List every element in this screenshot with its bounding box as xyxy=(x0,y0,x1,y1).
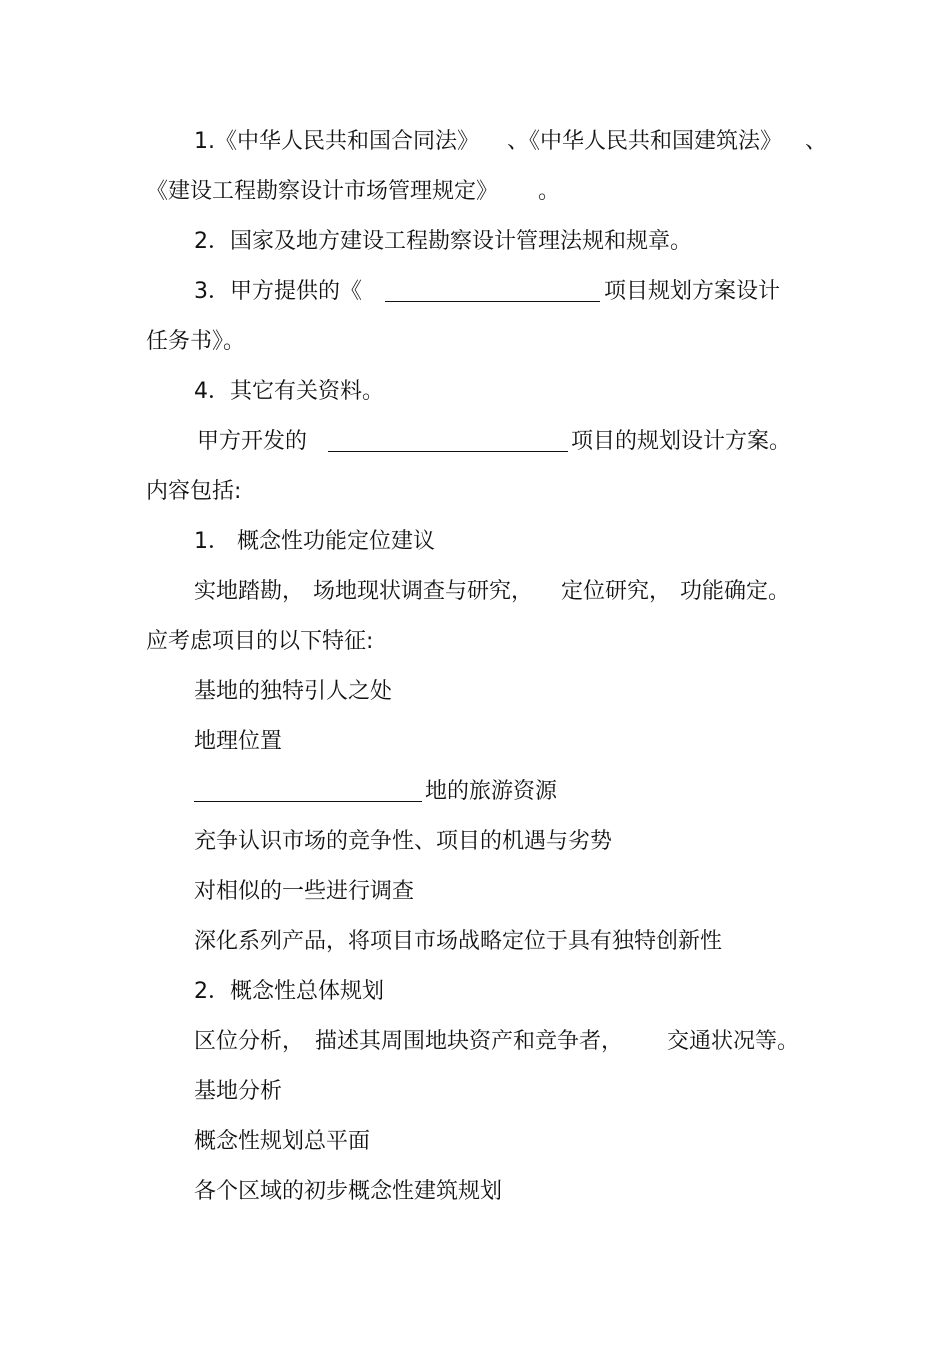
basis-item-3-text-b: 项目规划方案设计 xyxy=(604,279,781,304)
section-1-p1-e: 应考虑项目的以下特征: xyxy=(146,629,374,654)
feature-item xyxy=(194,827,612,857)
scope-blank-line xyxy=(328,427,568,457)
basis-item-1-continued xyxy=(146,177,498,207)
basis-item-3-continued xyxy=(146,327,245,357)
scope-line xyxy=(197,427,307,457)
basis-item-1-end xyxy=(538,177,560,207)
section-2-item xyxy=(194,1077,282,1107)
section-1-paragraph-e xyxy=(146,627,373,657)
section-2-paragraph-b xyxy=(315,1027,623,1057)
scope-text-c: 内容包括: xyxy=(146,479,242,504)
basis-item-1-text-b: 、《中华人民共和国建筑法》 xyxy=(507,129,783,154)
section-1-p1-d: 功能确定。 xyxy=(680,579,791,604)
basis-item-2 xyxy=(194,227,692,257)
section-2-p1-c: 交通状况等。 xyxy=(667,1029,800,1054)
section-2-item-text: 各个区域的初步概念性建筑规划 xyxy=(194,1179,503,1204)
section-2-p1-a: 区位分析， xyxy=(194,1029,305,1054)
section-2-item xyxy=(194,1177,502,1207)
feature-item-text: 地的旅游资源 xyxy=(425,779,558,804)
basis-item-1 xyxy=(194,127,479,157)
scope-line-part-b xyxy=(571,427,791,457)
feature-item xyxy=(194,677,392,707)
section-2-p1-b: 描述其周围地块资产和竞争者， xyxy=(315,1029,624,1054)
feature-item-text: 地理位置 xyxy=(194,729,283,754)
section-2-item-text: 概念性规划总平面 xyxy=(194,1129,371,1154)
section-1-paragraph-c xyxy=(561,577,671,607)
section-1-paragraph xyxy=(194,577,304,607)
section-2-item-text: 基地分析 xyxy=(194,1079,283,1104)
section-1-p1-a: 实地踏勘， xyxy=(194,579,305,604)
basis-item-3 xyxy=(194,277,362,307)
basis-item-1-part-b xyxy=(507,127,782,157)
basis-item-4-text: 4．其它有关资料。 xyxy=(194,379,384,404)
section-2-heading-text: 2．概念性总体规划 xyxy=(194,979,384,1004)
scope-text-a: 甲方开发的 xyxy=(197,429,308,454)
section-1-p1-c: 定位研究， xyxy=(561,579,672,604)
section-2-paragraph xyxy=(194,1027,304,1057)
basis-item-3-text-a: 3．甲方提供的《 xyxy=(194,279,362,304)
feature-item xyxy=(425,777,557,807)
basis-item-2-text: 2．国家及地方建设工程勘察设计管理法规和规章。 xyxy=(194,229,692,254)
basis-item-3-blank-line xyxy=(385,277,600,307)
fill-in-blank xyxy=(194,777,422,802)
feature-item xyxy=(194,927,722,957)
section-2-heading xyxy=(194,977,384,1007)
feature-item-text: 充争认识市场的竞争性、项目的机遇与劣势 xyxy=(194,829,613,854)
section-1-heading xyxy=(194,527,435,557)
basis-item-1-text-d: 《建设工程勘察设计市场管理规定》 xyxy=(146,179,499,204)
fill-in-blank xyxy=(328,427,568,452)
basis-item-3-text-c: 任务书》。 xyxy=(146,329,246,354)
feature-item-text: 基地的独特引人之处 xyxy=(194,679,393,704)
basis-item-3-part-b xyxy=(604,277,780,307)
feature-item-text: 深化系列产品，将项目市场战略定位于具有独特创新性 xyxy=(194,929,723,954)
section-1-p1-b: 场地现状调查与研究， xyxy=(313,579,534,604)
basis-item-1-text-c: 、 xyxy=(805,129,828,154)
basis-item-1-part-c xyxy=(805,127,827,157)
section-2-paragraph-c xyxy=(667,1027,799,1057)
section-1-paragraph-d xyxy=(680,577,790,607)
section-1-heading-text: 1． 概念性功能定位建议 xyxy=(194,529,435,554)
basis-item-1-text-e: 。 xyxy=(538,179,561,204)
scope-content-label xyxy=(146,477,241,507)
feature-item-blank-line xyxy=(194,777,422,807)
basis-item-4 xyxy=(194,377,384,407)
section-2-item xyxy=(194,1127,370,1157)
feature-item-text: 对相似的一些进行调查 xyxy=(194,879,415,904)
basis-item-1-text-a: 1.《中华人民共和国合同法》 xyxy=(194,129,479,154)
feature-item xyxy=(194,877,414,907)
fill-in-blank xyxy=(385,277,600,302)
section-1-paragraph-b xyxy=(313,577,533,607)
scope-text-b: 项目的规划设计方案。 xyxy=(571,429,792,454)
feature-item xyxy=(194,727,282,757)
